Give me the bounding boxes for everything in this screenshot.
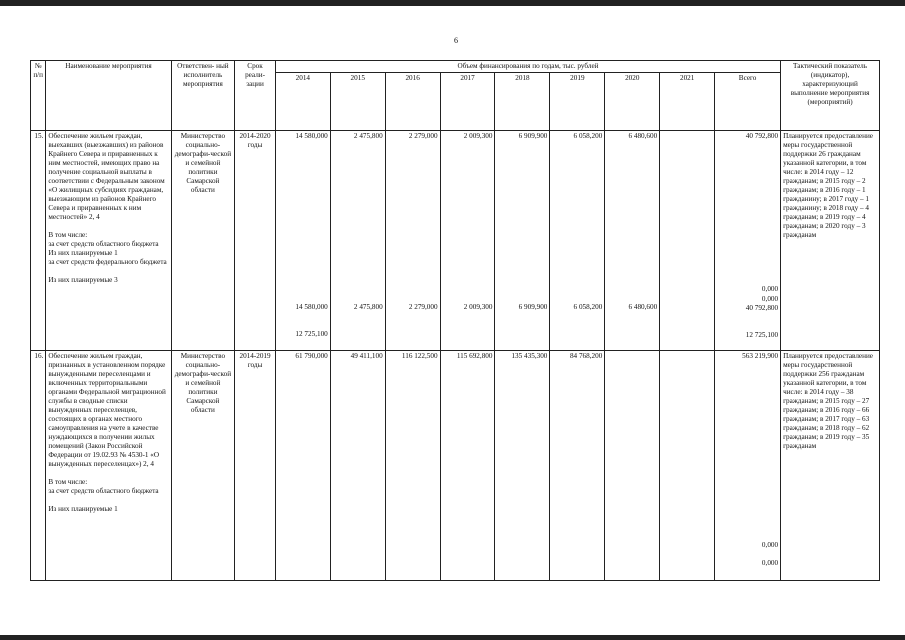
- row16-value-2021: [660, 351, 715, 581]
- header-year-2015: 2015: [330, 73, 385, 131]
- row15-value-2015: 2 475,800: [353, 132, 383, 140]
- row16-term: 2014-2019 годы: [235, 351, 276, 581]
- header-year-2018: 2018: [495, 73, 550, 131]
- row16-value-2015: 49 411,100: [330, 351, 385, 581]
- row15-col-2018: [495, 131, 550, 351]
- header-year-2021: 2021: [660, 73, 715, 131]
- row15-federal-2020: 6 480,600: [628, 303, 658, 311]
- page-number: 6: [454, 36, 458, 45]
- row16-value-total: 563 219,900: [742, 352, 779, 360]
- row15-col-2021: [660, 131, 715, 351]
- row15-planned-label: Из них планируемые 1: [48, 249, 118, 257]
- row16-col-total: [715, 351, 781, 581]
- row16-planned-label: Из них планируемые 1: [48, 505, 118, 513]
- header-total: Всего: [715, 73, 781, 131]
- row16-planned-total: 0,000: [761, 559, 779, 567]
- row15-regional-label: за счет средств областного бюджета: [48, 240, 159, 248]
- row16-incl-label: В том числе:: [48, 478, 88, 486]
- header-indicator: Тактический показатель (индикатор), характеризующий выполнение мероприятия (мероприятий): [781, 61, 880, 131]
- row15-incl-label: В том числе:: [48, 231, 88, 239]
- row15-value-2019: 6 058,200: [573, 132, 603, 140]
- row16-value-2020: [605, 351, 660, 581]
- row16-value-2018: 135 435,300: [495, 351, 550, 581]
- row15-federal-2019: 6 058,200: [573, 303, 603, 311]
- row16-responsible: Министерство социально-демографи-ческой и семейной политики Самарской области: [171, 351, 235, 581]
- row15-planned2-total: 12 725,100: [745, 331, 779, 339]
- table-row-15: [31, 131, 880, 351]
- row16-value-2016: 116 122,500: [385, 351, 440, 581]
- row15-num: 15.: [31, 131, 46, 351]
- row15-value-2016: 2 279,000: [408, 132, 438, 140]
- table-row-16: [31, 351, 880, 581]
- header-year-2017: 2017: [440, 73, 495, 131]
- row15-federal-2016: 2 279,000: [408, 303, 438, 311]
- row15-col-2016: [385, 131, 440, 351]
- row15-value-2018: 6 909,900: [518, 132, 548, 140]
- header-responsible: Ответствен- ный исполнитель мероприятия: [171, 61, 235, 131]
- row15-planned-total: 0,000: [761, 295, 779, 303]
- row15-name: Обеспечение жильем граждан, выехавших (выезжавших) из районов Крайнего Севера и приравненных к ним местностей, имеющих право на получение социальной выплаты в соответствии с Федеральным законом «О жилищных субсидиях гражданам, выезжающим из районов Крайнего Севера и приравненных к ним местностей» 2, 4: [48, 132, 165, 221]
- row16-value-2019: 84 768,200: [550, 351, 605, 581]
- header-term: Срок реали- зации: [235, 61, 276, 131]
- row15-federal-2017: 2 009,300: [463, 303, 493, 311]
- header-year-2016: 2016: [385, 73, 440, 131]
- row16-name: Обеспечение жильем граждан, признанных в установленном порядке вынужденными переселенцами и включенных территориальными органами Федеральной миграционной службы в сводные списки вынужденных переселенцев, состоящих в органах местного самоуправления на учете в качестве нуждающихся в получении жилых помещений (Закон Российской Федерации от 19.02.93 № 4530-1 «О вынужденных переселенцах») 2, 4: [48, 352, 166, 468]
- row15-federal-2014: 14 580,000: [295, 303, 328, 311]
- header-year-2019: 2019: [550, 73, 605, 131]
- row16-name-cell: [46, 351, 171, 581]
- header-name: Наименование мероприятия: [46, 61, 171, 131]
- row15-col-2019: [550, 131, 605, 351]
- row15-federal-2018: 6 909,900: [518, 303, 548, 311]
- row15-col-2015: [330, 131, 385, 351]
- row15-federal-label: за счет средств федерального бюджета: [48, 258, 167, 266]
- row16-regional-label: за счет средств областного бюджета: [48, 487, 159, 495]
- row15-federal-total: 40 792,800: [745, 304, 779, 312]
- row16-value-2014: 61 790,000: [275, 351, 330, 581]
- header-year-2020: 2020: [605, 73, 660, 131]
- row16-indicator: Планируется предоставление меры государственной поддержки 256 гражданам указанной категории, в том числе: в 2014 году – 38 гражданам; в 2015 году – 27 гражданам; в 2016 году – 66 гражданам; в 2017 году – 63 гражданам; в 2018 году – 62 гражданам; в 2019 году – 35 гражданам: [781, 351, 880, 581]
- row15-col-2020: [605, 131, 660, 351]
- row15-value-2014: 14 580,000: [295, 132, 328, 140]
- row15-col-2014: [275, 131, 330, 351]
- row15-federal-2015: 2 475,800: [353, 303, 383, 311]
- row15-responsible: Министерство социально-демографи-ческой и семейной политики Самарской области: [171, 131, 235, 351]
- row16-num: 16.: [31, 351, 46, 581]
- header-funding: Объем финансирования по годам, тыс. рублей: [275, 61, 780, 73]
- row15-indicator: Планируется предоставление меры государственной поддержки 26 гражданам указанной категории, в том числе: в 2014 году – 12 гражданам; в 2015 году – 2 гражданам; в 2016 году – 1 гражданину; в 2017 году – 1 гражданину; в 2018 году – 4 гражданам; в 2019 году – 4 гражданам; в 2020 году – 3 гражданам: [781, 131, 880, 351]
- header-year-2014: 2014: [275, 73, 330, 131]
- top-scan-border: [0, 0, 905, 6]
- row15-value-total: 40 792,800: [745, 132, 779, 140]
- row15-term: 2014-2020 годы: [235, 131, 276, 351]
- funding-table: [30, 60, 880, 581]
- row15-planned2-label: Из них планируемые 3: [48, 276, 118, 284]
- header-num: № п/п: [31, 61, 46, 131]
- row15-regional-total: 0,000: [761, 285, 779, 293]
- row15-planned2-2014: 12 725,100: [295, 330, 328, 338]
- row16-regional-total: 0,000: [761, 541, 779, 549]
- row15-value-2020: 6 480,600: [628, 132, 658, 140]
- bottom-scan-border: [0, 635, 905, 640]
- row15-value-2017: 2 009,300: [463, 132, 493, 140]
- row15-col-2017: [440, 131, 495, 351]
- row15-name-cell: [46, 131, 171, 351]
- row15-col-total: [715, 131, 781, 351]
- row16-value-2017: 115 692,800: [440, 351, 495, 581]
